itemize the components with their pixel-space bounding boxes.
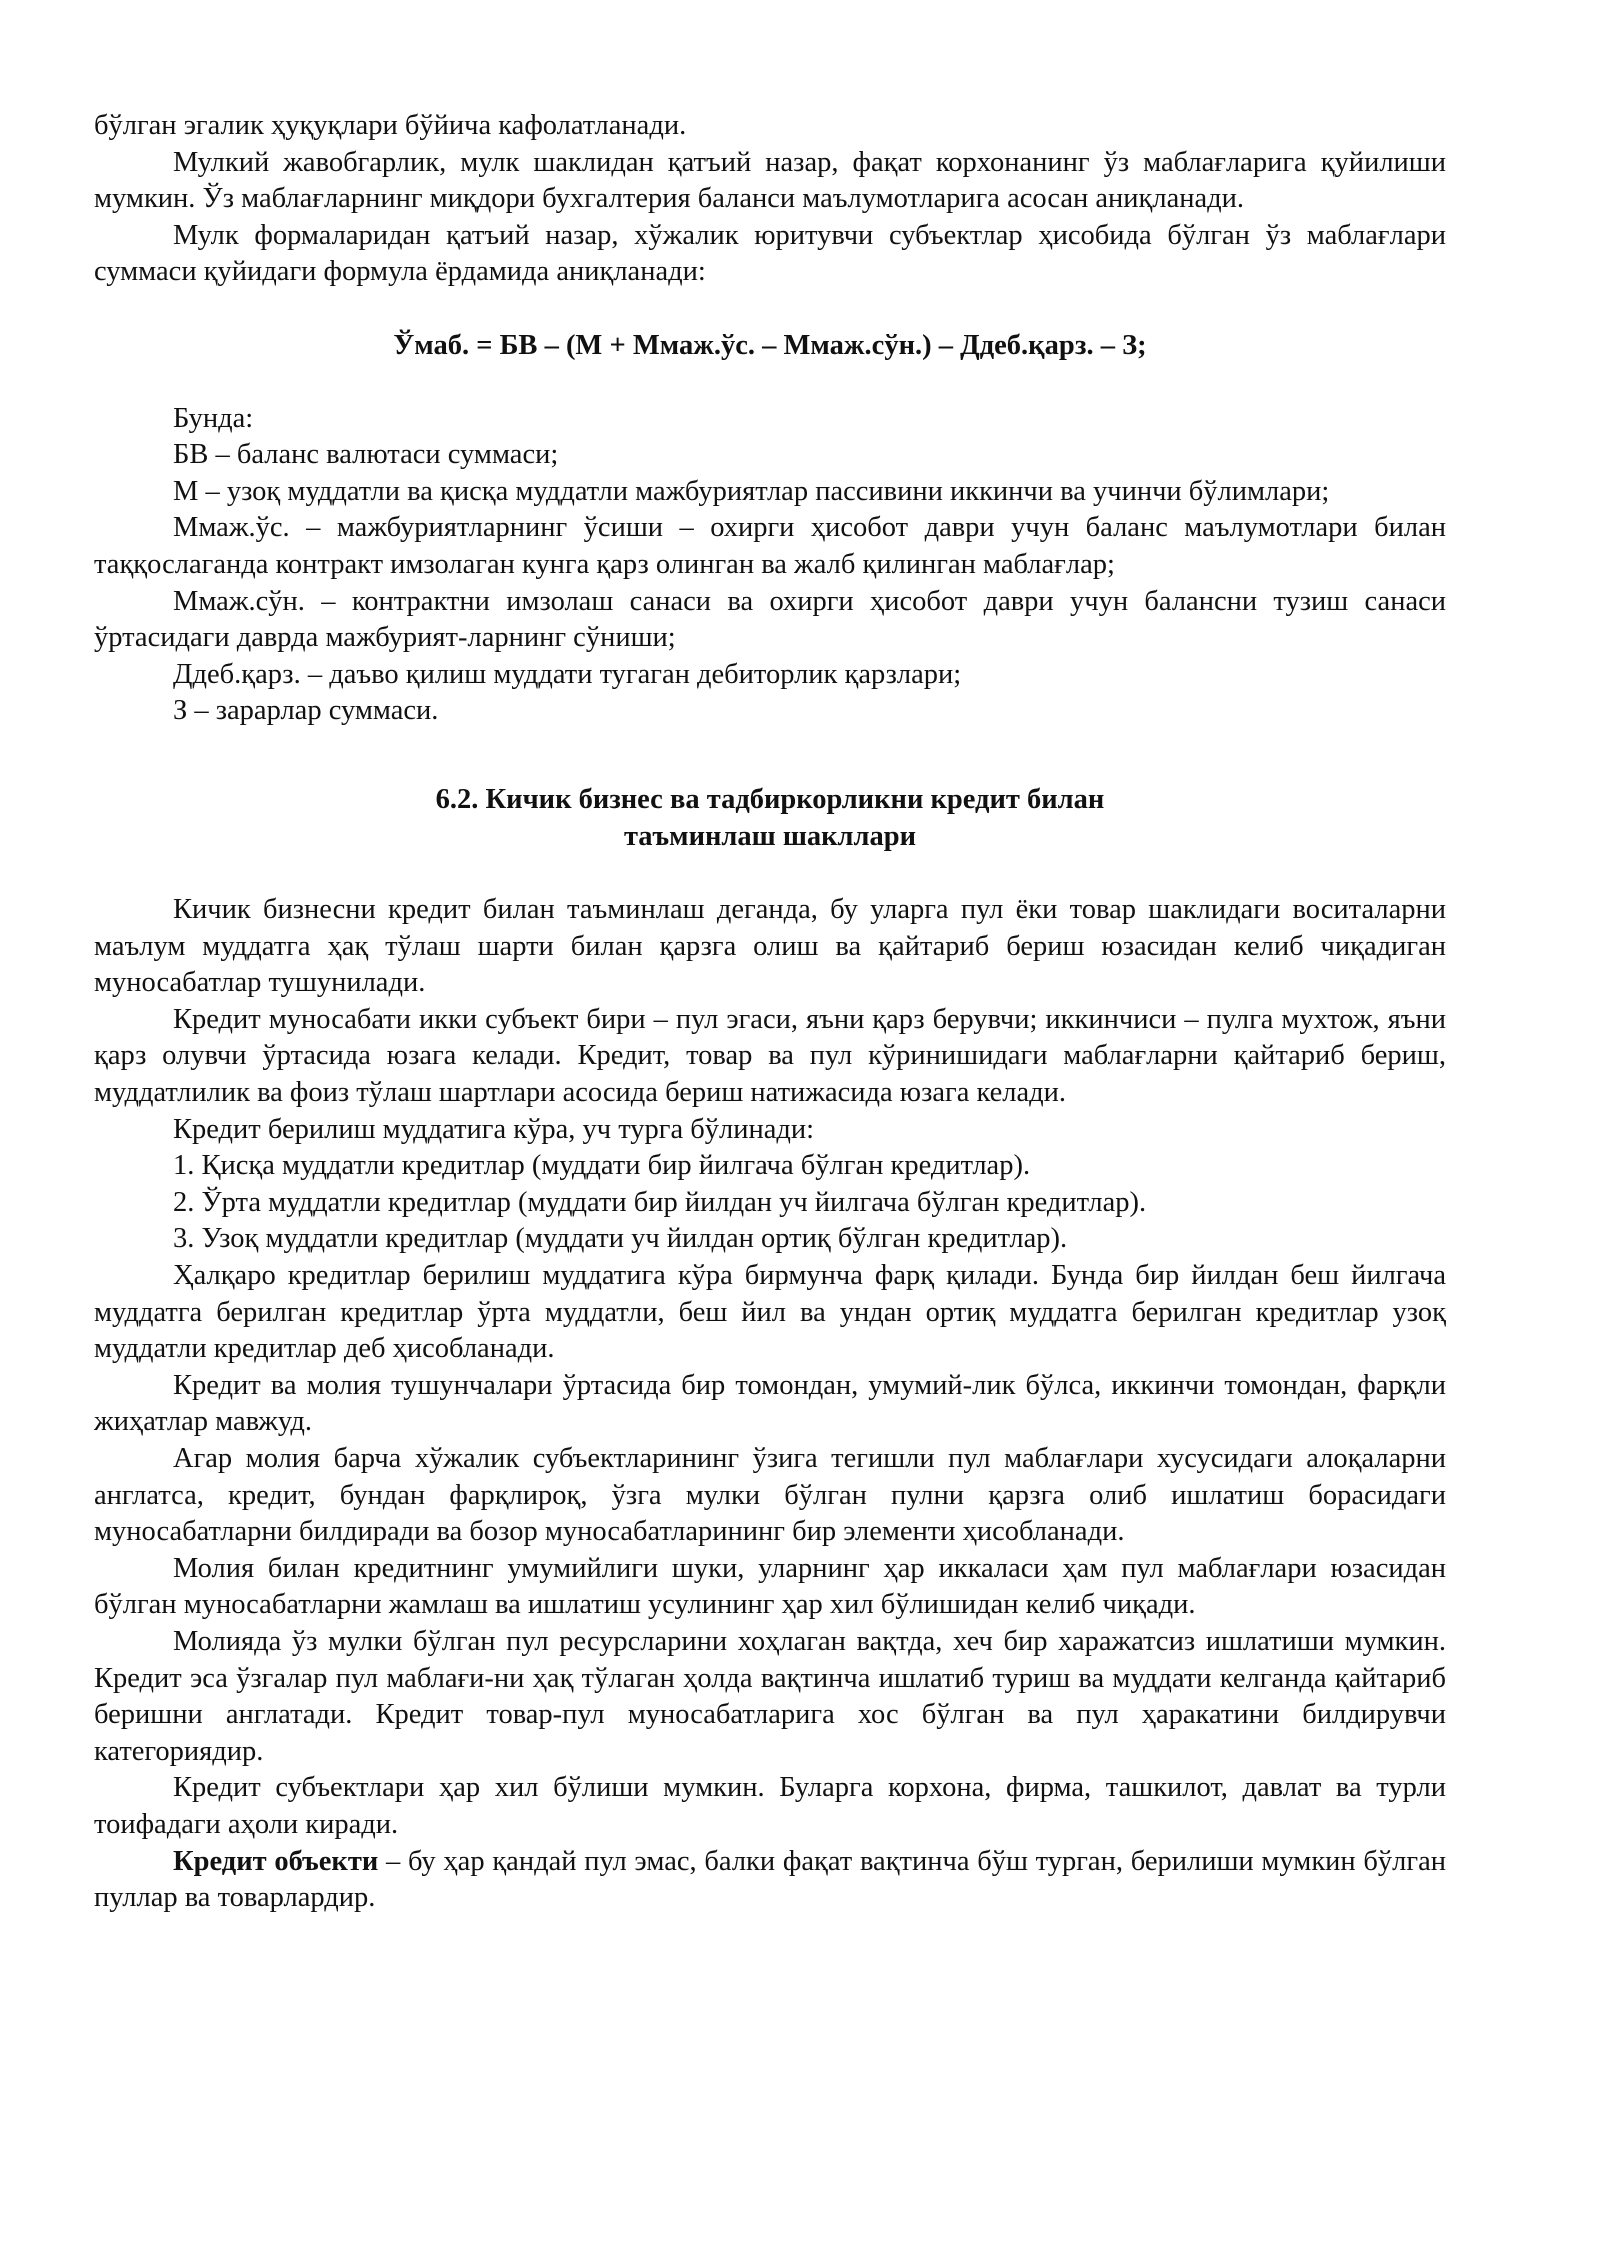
paragraph: Кичик бизнесни кредит билан таъминлаш деганда, бу уларга пул ёки товар шаклидаги воситаларни маълум муддатга ҳақ тўлаш шарти билан қарзга олиш ва қайтариб бериш юзасидан келиб чиқадиган муносабатлар тушунилади. bbox=[94, 894, 1446, 999]
section-heading-line: 6.2. Кичик бизнес ва тадбиркорликни кредит билан bbox=[435, 783, 1105, 815]
section-heading bbox=[94, 782, 1446, 855]
list-item: 1. Қисқа муддатли кредитлар (муддати бир йилгача бўлган кредитлар). bbox=[173, 1150, 1031, 1182]
definition-item: З – зарарлар суммаси. bbox=[173, 695, 439, 727]
paragraph: Кредит субъектлари ҳар хил бўлиши мумкин. Буларга корхона, фирма, ташкилот, давлат ва турли тоифадаги аҳоли киради. bbox=[94, 1772, 1446, 1840]
paragraph bbox=[94, 1844, 1446, 1917]
paragraph: Мулкий жавобгарлик, мулк шаклидан қатъий назар, фақат корхонанинг ўз маблағларига қуйилиши мумкин. Ўз маблағларнинг миқдори бухгалтерия баланси маълумотларига асосан аниқланади. bbox=[94, 146, 1446, 215]
definitions-intro: Бунда: bbox=[173, 402, 254, 434]
paragraph: Молияда ўз мулки бўлган пул ресурсларини хоҳлаган вақтда, хеч бир харажатсиз ишлатиши мумкин. Кредит эса ўзгалар пул маблағи-ни ҳақ тўлаган ҳолда вақтинча ишлатиб туриш ва муддати келганда қайтариб беришни англатади. Кредит товар-пул муносабатларига хос бўлган ва пул ҳаракатини билдирувчи категориядир. bbox=[94, 1625, 1446, 1767]
paragraph: бўлган эгалик ҳуқуқлари бўйича кафолатланади. bbox=[94, 110, 687, 141]
list-item: 2. Ўрта муддатли кредитлар (муддати бир йилдан уч йилгача бўлган кредитлар). bbox=[173, 1186, 1147, 1218]
list-item: 3. Узоқ муддатли кредитлар (муддати уч йилдан ортиқ бўлган кредитлар). bbox=[173, 1223, 1068, 1255]
section-heading-line: таъминлаш шакллари bbox=[623, 820, 917, 852]
paragraph: Молия билан кредитнинг умумийлиги шуки, уларнинг ҳар иккаласи ҳам пул маблағлари юзасидан бўлган муносабатларни жамлаш ва ишлатиш усулининг ҳар хил бўлишидан келиб чиқади. bbox=[94, 1552, 1446, 1621]
definition-item: БВ – баланс валютаси суммаси; bbox=[173, 439, 559, 471]
paragraph: Мулк формаларидан қатъий назар, хўжалик юритувчи субъектлар ҳисобида бўлган ўз маблағлари суммаси қуйидаги формула ёрдамида аниқланади: bbox=[94, 219, 1446, 288]
definition-item: Ммаж.сўн. – контрактни имзолаш санаси ва охирги ҳисобот даври учун балансни тузиш санаси ўртасидаги даврда мажбурият-ларнинг сўниши; bbox=[94, 585, 1446, 654]
paragraph: Кредит ва молия тушунчалари ўртасида бир томондан, умумий-лик бўлса, иккинчи томондан, фарқли жиҳатлар мавжуд. bbox=[94, 1369, 1446, 1438]
definition-item: Ддеб.қарз. – даъво қилиш муддати тугаган дебиторлик қарзлари; bbox=[173, 658, 962, 690]
paragraph: Кредит берилиш муддатига кўра, уч турга бўлинади: bbox=[173, 1113, 815, 1145]
paragraph-text: – бу ҳар қандай пул эмас, балки фақат вақтинча бўш турган, берилиши мумкин бўлган пуллар ва товарлардир. bbox=[94, 1845, 1446, 1914]
formula: Ўмаб. = БВ – (М + Ммаж.ўс. – Ммаж.сўн.) – Ддеб.қарз. – З; bbox=[393, 329, 1147, 361]
paragraph: Агар молия барча хўжалик субъектларининг ўзига тегишли пул маблағлари хусусидаги алоқаларни англатса, кредит, бундан фарқлироқ, ўзга мулки бўлган пулни қарзга олиб ишлатиш борасидаги муносабатларни билдиради ва бозор муносабатларининг бир элементи ҳисобланади. bbox=[94, 1443, 1446, 1548]
paragraph: Кредит муносабати икки субъект бири – пул эгаси, яъни қарз берувчи; иккинчиси – пулга мухтож, яъни қарз олувчи ўртасида юзага келади. Кредит, товар ва пул кўринишидаги маблағларни қайтариб бериш, муддатлилик ва фоиз тўлаш шартлари асосида бериш натижасида юзага келади. bbox=[94, 1003, 1446, 1109]
bold-term: Кредит объекти bbox=[173, 1845, 379, 1877]
definition-item: Ммаж.ўс. – мажбуриятларнинг ўсиши – охирги ҳисобот даври учун баланс маълумотлари билан таққослаганда контракт имзолаган кунга қарз олинган ва жалб қилинган маблағлар; bbox=[94, 512, 1446, 580]
paragraph: Ҳалқаро кредитлар берилиш муддатига кўра бирмунча фарқ қилади. Бунда бир йилдан беш йилгача муддатга берилган кредитлар ўрта муддатли, беш йил ва ундан ортиқ муддатга берилган кредитлар узоқ муддатли кредитлар деб ҳисобланади. bbox=[94, 1260, 1446, 1365]
definition-item: М – узоқ муддатли ва қисқа муддатли мажбуриятлар пассивини иккинчи ва учинчи бўлимлари; bbox=[173, 475, 1330, 507]
